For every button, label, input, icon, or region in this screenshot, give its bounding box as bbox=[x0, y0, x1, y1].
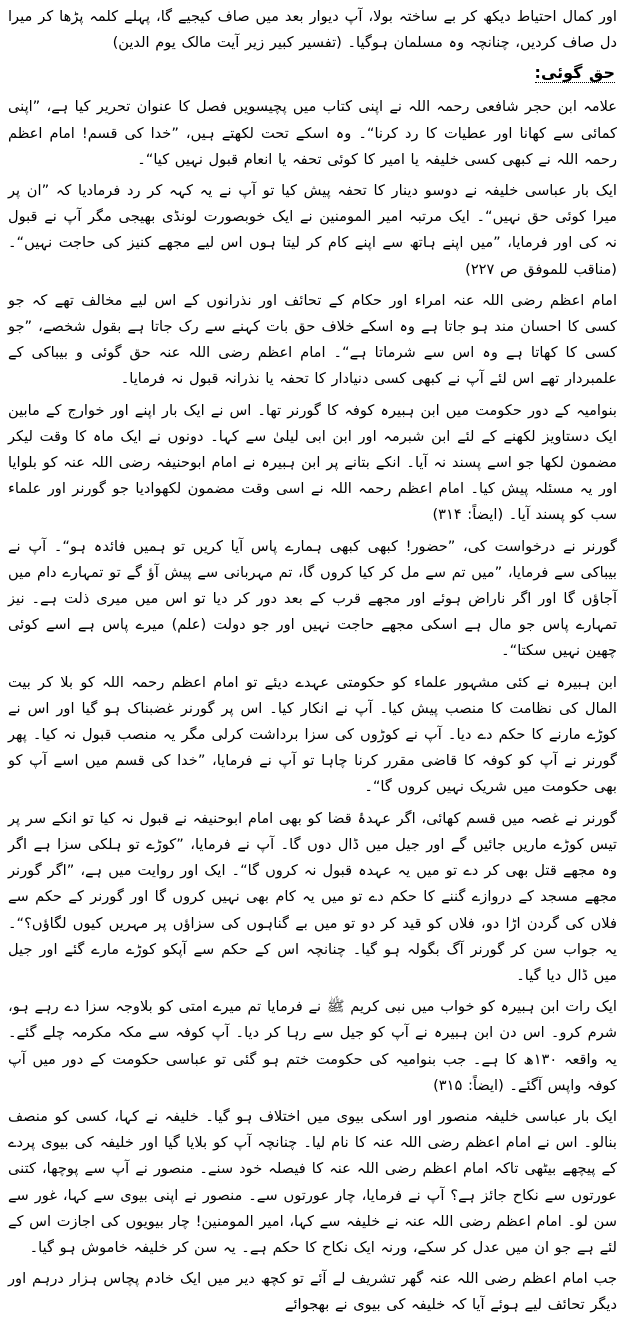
paragraph-dream: ایک رات ابن ہبیرہ کو خواب میں نبی کریم ﷺ نے فرمایا تم میرے امتی کو بلاوجہ سزا دے رہے ہو، شرم کرو۔ اس دن ابن ہبیرہ نے آپ کو جیل سے رہا کر دیا۔ آپ کوفہ سے مکہ مکرمہ چلے گئے۔ یہ واقعہ ۱۳۰ھ کا ہے۔ جب بنوامیہ کی حکومت ختم ہو گئی تو عباسی حکومت کے دور میں آپ کوفہ واپس آگئے۔ (ایضاً: ۳۱۵) bbox=[8, 998, 617, 1094]
section-heading-text: حق گوئی: bbox=[534, 63, 615, 83]
paragraph-abbasi-gift: ایک بار عباسی خلیفہ نے دوسو دینار کا تحفہ پیش کیا تو آپ نے یہ کہہ کر رد فرمادیا کہ ”ان پر میرا کوئی حق نہیں“۔ ایک مرتبہ امیر المومنین نے ایک خوبصورت لونڈی بھیجی مگر آپ نے قبول نہ کی اور فرمایا، ”میں اپنے ہاتھ سے اپنے کام کر لیتا ہوں اس لیے مجھے کنیز کی حاجت نہیں“۔ (مناقب للموفق ص ۲۲۷) bbox=[8, 182, 617, 278]
paragraph-governor-request: گورنر نے درخواست کی، ”حضور! کبھی کبھی ہمارے پاس آیا کریں تو ہمیں فائدہ ہو“۔ آپ نے بیباکی سے فرمایا، ”میں تم سے مل کر کیا کروں گا، تم مہربانی سے پیش آؤ گے تو تمہارے دام میں آجاؤں گا اور اگر ناراض ہوئے اور مجھے قرب کے بعد دور کر دیا تو اس میں میری ذلت ہے۔ نیز تمہارے پاس جو مال ہے اسکی مجھے حاجت نہیں اور جو دولت (علم) میرے پاس ہے اسے کوئی چھین نہیں سکتا“۔ bbox=[8, 537, 617, 660]
paragraph-mansur-wife: ایک بار عباسی خلیفہ منصور اور اسکی بیوی میں اختلاف ہو گیا۔ خلیفہ نے کہا، کسی کو منصف بنالو۔ اس نے امام اعظم رضی اللہ عنہ کا نام لیا۔ چنانچہ آپ کو بلایا گیا اور خلیفہ کی بیوی پردے کے پیچھے بیٹھی تاکہ امام اعظم رضی اللہ عنہ کا فیصلہ خود سنے۔ منصور نے آپ سے پوچھا، کتنی عورتوں سے نکاح جائز ہے؟ آپ نے فرمایا، چار عورتوں سے۔ منصور نے اپنی بیوی سے کہا، غور سے سن لو۔ امام اعظم رضی اللہ عنہ نے خلیفہ سے کہا، امیر المومنین! چار بیویوں کی اجازت اس کے لئے ہے جو ان میں عدل کر سکے، ورنہ ایک نکاح کا حکم ہے۔ یہ سن کر خلیفہ خاموش ہو گیا۔ bbox=[8, 1107, 617, 1256]
paragraph-tafseer-ending: اور کمال احتیاط دیکھ کر بے ساختہ بولا، آپ دیوار بعد میں صاف کیجیے گا، پہلے کلمہ پڑھا کر میرا دل صاف کردیں، چنانچہ وہ مسلمان ہوگیا۔ (تفسیر کبیر زیر آیت مالک یوم الدین) bbox=[8, 8, 617, 52]
paragraph-bait-ul-maal: ابن ہبیرہ نے کئی مشہور علماء کو حکومتی عہدے دیئے تو امام اعظم رحمہ اللہ کو بلا کر بیت المال کی نظامت کا منصب پیش کیا۔ آپ نے انکار کیا۔ اس پر گورنر غضبناک ہو گیا اور اس نے کوڑے مارنے کا حکم دے دیا۔ آپ نے کوڑوں کی سزا برداشت کرلی مگر یہ منصب قبول نہ کیا۔ پھر گورنر نے آپ کو کوفہ کا قاضی مقرر کرنا چاہا تو آپ نے فرمایا، ”خدا کی قسم میں اسے آپ کو بھی حکومت میں شریک نہیں کروں گا“۔ bbox=[8, 673, 617, 796]
paragraph-qaza-refusal: گورنر نے غصہ میں قسم کھائی، اگر عہدۂ قضا کو بھی امام ابوحنیفہ نے قبول نہ کیا تو انکے سر پر تیس کوڑے ماریں جائیں گے اور جیل میں ڈال دوں گا۔ آپ نے فرمایا، ”کوڑے تو ہلکی سزا ہے اگر وہ مجھے قتل بھی کر دے تو میں یہ عہدہ قبول نہ کروں گا“۔ ایک اور روایت میں ہے، ”اگر گورنر مجھے مسجد کے دروازے گننے کا حکم دے تو میں یہ کام بھی نہیں کروں گا اور گورنر کے حکم سے فلاں کی گردن اڑا دو، فلاں کو قید کر دو تو میں بے گناہوں کی سزاؤں پر مہریں کیوں لگاؤں؟“۔ یہ جواب سن کر گورنر آگ بگولہ ہو گیا۔ چنانچہ اس کے حکم سے آپکو کوڑے مارے گئے اور جیل میں ڈال دیا گیا۔ bbox=[8, 809, 617, 984]
section-heading-haq-goi bbox=[8, 58, 615, 88]
paragraph-gifts-rejection: امام اعظم رضی اللہ عنہ امراء اور حکام کے تحائف اور نذرانوں کے اس لیے مخالف تھے کہ جو کسی کا احسان مند ہو جاتا ہے وہ اسکے خلاف حق بات کہنے سے رک جاتا ہے بقول شخصے، ”جو کسی کا کھاتا ہے وہ اس سے شرماتا ہے“۔ امام اعظم رضی اللہ عنہ حق گوئی و بیباکی کے علمبردار تھے اس لئے آپ نے کبھی کسی دنیادار کا تحفہ یا نذرانہ قبول نہ فرمایا۔ bbox=[8, 291, 617, 388]
paragraph-ibn-hubaira: بنوامیہ کے دور حکومت میں ابن ہبیرہ کوفہ کا گورنر تھا۔ اس نے ایک بار اپنے اور خوارج کے مابین ایک دستاویز لکھنے کے لئے ابن شبرمہ اور ابن ابی لیلیٰ سے کہا۔ دونوں نے ایک ماہ کا وقت لیکر مضمون لکھا جو اسے پسند نہ آیا۔ انکے بتانے پر ابن ہبیرہ نے امام ابوحنیفہ رضی اللہ عنہ کو بلوایا اور یہ مسئلہ پیش کیا۔ امام اعظم رحمہ اللہ نے اسی وقت مضمون لکھوادیا جو گورنر اور علماء سب کو پسند آیا۔ (ایضاً: ۳۱۴) bbox=[8, 401, 617, 524]
paragraph-servant-gift: جب امام اعظم رضی اللہ عنہ گھر تشریف لے آئے تو کچھ دیر میں ایک خادم پچاس ہزار درہم اور دیگر تحائف لیے ہوئے آیا کہ خلیفہ کی بیوی نے بھجوائے bbox=[8, 1270, 617, 1314]
paragraph-ibn-hajar: علامہ ابن حجر شافعی رحمہ اللہ نے اپنی کتاب میں پچیسویں فصل کا عنوان تحریر کیا ہے، ”اپنی کمائی سے کھانا اور عطیات کا رد کرنا“۔ وہ اسکے تحت لکھتے ہیں، ”خدا کی قسم! امام اعظم رحمہ اللہ نے کبھی کسی خلیفہ یا امیر کا کوئی تحفہ یا انعام قبول نہیں کیا“۔ bbox=[8, 98, 617, 168]
book-page bbox=[8, 4, 617, 1314]
